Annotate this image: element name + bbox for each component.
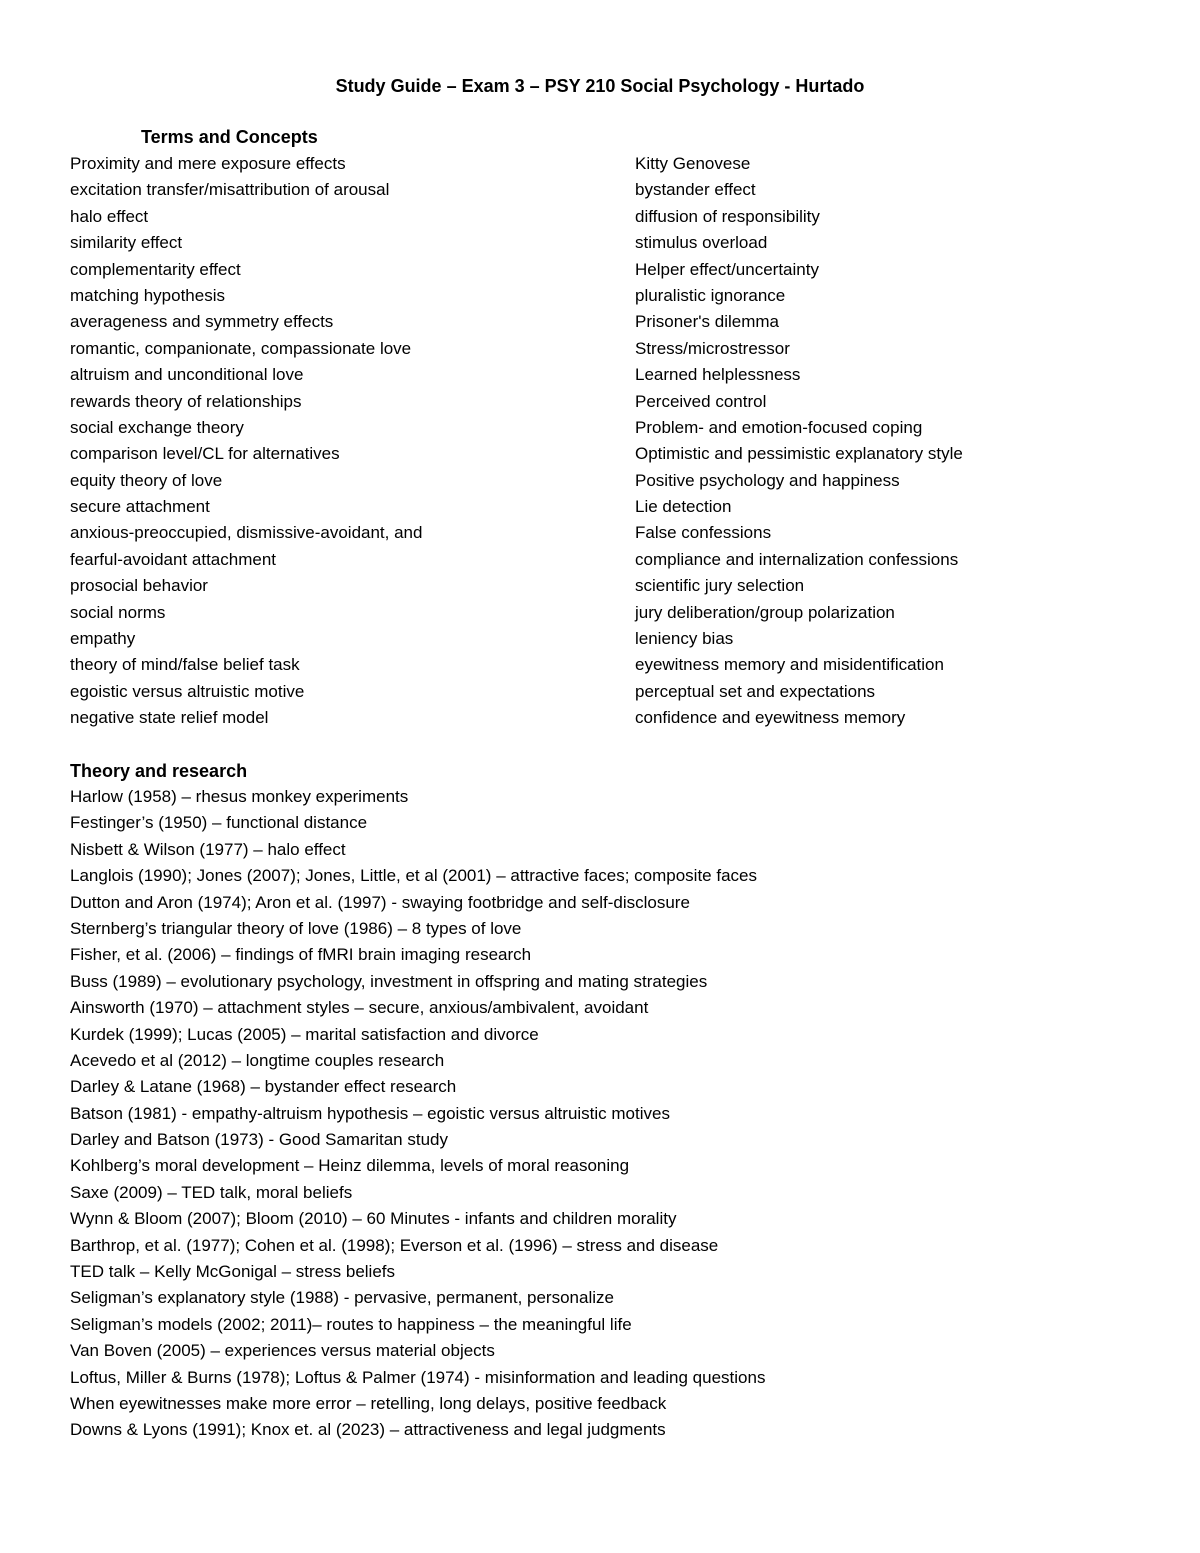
research-item: Nisbett & Wilson (1977) – halo effect [70,839,346,859]
term-item: Optimistic and pessimistic explanatory style [635,444,963,464]
research-item: Acevedo et al (2012) – longtime couples research [70,1050,445,1070]
research-item: Darley and Batson (1973) - Good Samaritan study [70,1130,448,1150]
term-item: secure attachment [70,497,210,517]
term-item: prosocial behavior [70,576,208,596]
research-list [70,784,1170,1444]
term-item: excitation transfer/misattribution of arousal [70,180,390,200]
term-item: eyewitness memory and misidentification [635,655,944,675]
term-item: perceptual set and expectations [635,681,876,701]
term-item: theory of mind/false belief task [70,655,300,675]
term-item: empathy [70,629,136,649]
document-title: Study Guide – Exam 3 – PSY 210 Social Psychology - Hurtado [335,76,865,96]
research-item: Darley & Latane (1968) – bystander effect research [70,1077,457,1097]
term-item: Prisoner's dilemma [635,312,780,332]
term-item: negative state relief model [70,708,269,728]
term-item: similarity effect [70,233,183,253]
term-item: Perceived control [635,391,767,411]
term-item: egoistic versus altruistic motive [70,681,305,701]
term-item: compliance and internalization confessions [635,549,959,569]
research-item: Loftus, Miller & Burns (1978); Loftus & Palmer (1974) - misinformation and leading questions [70,1367,766,1387]
term-item: Kitty Genovese [635,154,751,173]
term-item: Learned helplessness [635,365,801,385]
term-item: bystander effect [635,180,756,200]
research-item: Batson (1981) - empathy-altruism hypothesis – egoistic versus altruistic motives [70,1103,670,1123]
term-item: Positive psychology and happiness [635,470,900,490]
term-item: halo effect [70,206,149,226]
research-heading: Theory and research [70,761,248,781]
research-item: Fisher, et al. (2006) – findings of fMRI brain imaging research [70,945,532,965]
research-item: Wynn & Bloom (2007); Bloom (2010) – 60 Minutes - infants and children morality [70,1209,677,1229]
term-item: rewards theory of relationships [70,391,302,411]
terms-right-column [635,151,1180,732]
research-item: Sternberg’s triangular theory of love (1986) – 8 types of love [70,918,522,938]
research-item: Seligman’s models (2002; 2011)– routes to happiness – the meaningful life [70,1314,632,1334]
research-item: Seligman’s explanatory style (1988) - pervasive, permanent, personalize [70,1288,614,1308]
term-item: fearful-avoidant attachment [70,549,277,569]
research-item: Festinger’s (1950) – functional distance [70,813,368,833]
term-item: altruism and unconditional love [70,365,304,385]
research-item: Kohlberg’s moral development – Heinz dilemma, levels of moral reasoning [70,1156,630,1176]
term-item: jury deliberation/group polarization [635,602,895,622]
term-item: False confessions [635,523,772,543]
term-item: pluralistic ignorance [635,285,786,305]
term-item: matching hypothesis [70,285,225,305]
term-item: Lie detection [635,497,732,517]
term-item: confidence and eyewitness memory [635,708,906,728]
research-item: Dutton and Aron (1974); Aron et al. (1997) - swaying footbridge and self-disclosure [70,892,690,912]
research-item: Kurdek (1999); Lucas (2005) – marital satisfaction and divorce [70,1024,539,1044]
term-item: Proximity and mere exposure effects [70,154,346,173]
term-item: equity theory of love [70,470,223,490]
term-item: comparison level/CL for alternatives [70,444,340,464]
term-item: Helper effect/uncertainty [635,259,819,279]
terms-heading: Terms and Concepts [141,127,318,147]
research-item: Buss (1989) – evolutionary psychology, investment in offspring and mating strategies [70,971,708,991]
term-item: social norms [70,602,166,622]
research-item: Van Boven (2005) – experiences versus material objects [70,1341,495,1361]
term-item: Stress/microstressor [635,338,790,358]
term-item: scientific jury selection [635,576,805,596]
term-item: averageness and symmetry effects [70,312,334,332]
term-item: stimulus overload [635,233,768,253]
research-item: Downs & Lyons (1991); Knox et. al (2023) – attractiveness and legal judgments [70,1420,666,1440]
terms-left-column [70,151,610,732]
term-item: social exchange theory [70,417,244,437]
term-item: complementarity effect [70,259,241,279]
research-item: When eyewitnesses make more error – retelling, long delays, positive feedback [70,1393,667,1413]
term-item: diffusion of responsibility [635,206,820,226]
term-item: Problem- and emotion-focused coping [635,417,923,437]
research-item: TED talk – Kelly McGonigal – stress beliefs [70,1262,396,1282]
research-item: Harlow (1958) – rhesus monkey experiments [70,787,409,806]
term-item: romantic, companionate, compassionate love [70,338,412,358]
research-item: Langlois (1990); Jones (2007); Jones, Little, et al (2001) – attractive faces; composite faces [70,866,757,886]
research-item: Saxe (2009) – TED talk, moral beliefs [70,1182,353,1202]
research-item: Ainsworth (1970) – attachment styles – secure, anxious/ambivalent, avoidant [70,998,649,1018]
research-item: Barthrop, et al. (1977); Cohen et al. (1998); Everson et al. (1996) – stress and disease [70,1235,719,1255]
term-item: anxious-preoccupied, dismissive-avoidant, and [70,523,423,543]
term-item: leniency bias [635,629,734,649]
